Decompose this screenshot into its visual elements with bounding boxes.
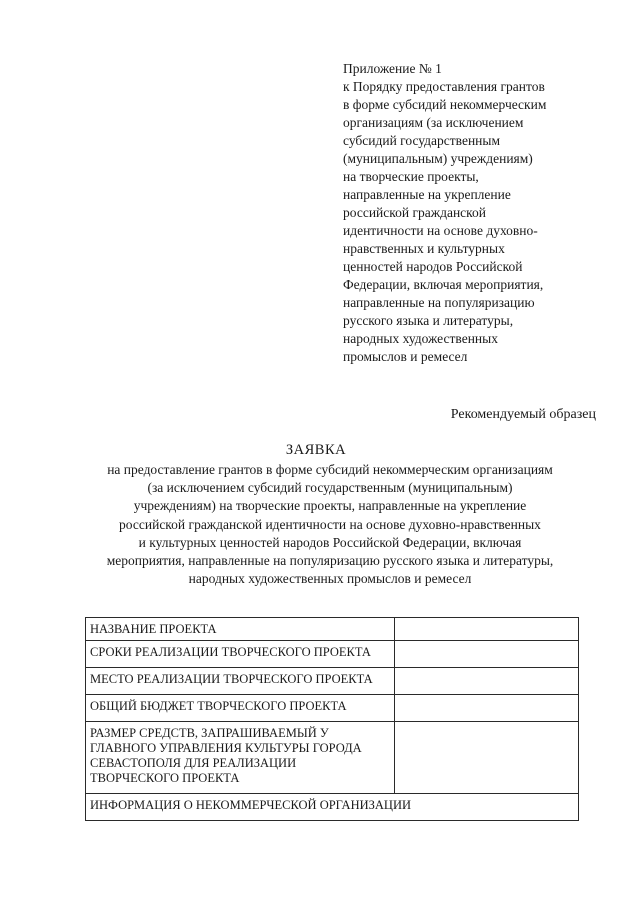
subtitle-line: учреждениям) на творческие проекты, направленные на укрепление	[133, 498, 527, 514]
project-timeline-label	[86, 641, 395, 668]
recommended-sample-label: Рекомендуемый образец	[450, 407, 596, 422]
project-form-table	[85, 617, 579, 821]
document-title: ЗАЯВКА	[285, 442, 347, 458]
subtitle-line: (за исключением субсидий государственным (муниципальным)	[147, 480, 513, 496]
project-location-field[interactable]	[394, 668, 578, 695]
appendix-line: российской гражданской	[343, 205, 487, 220]
appendix-line: на творческие проекты,	[343, 169, 479, 184]
subtitle-line: и культурных ценностей народов Российской Федерации, включая	[138, 534, 522, 550]
label-line: ТВОРЧЕСКОГО ПРОЕКТА	[90, 771, 240, 785]
label-line: ОБЩИЙ БЮДЖЕТ ТВОРЧЕСКОГО ПРОЕКТА	[90, 699, 347, 713]
table-row	[86, 695, 579, 722]
appendix-line: Приложение № 1	[343, 61, 442, 76]
label-line: РАЗМЕР СРЕДСТВ, ЗАПРАШИВАЕМЫЙ У	[90, 726, 329, 740]
appendix-line: (муниципальным) учреждениям)	[343, 151, 533, 166]
requested-funds-field[interactable]	[394, 722, 578, 794]
table-row	[86, 618, 579, 641]
appendix-line: к Порядку предоставления грантов	[343, 79, 545, 94]
project-budget-field[interactable]	[394, 695, 578, 722]
subtitle-line: мероприятия, направленные на популяризацию русского языка и литературы,	[106, 553, 554, 569]
label-line: ГЛАВНОГО УПРАВЛЕНИЯ КУЛЬТУРЫ ГОРОДА	[90, 741, 362, 755]
table-row	[86, 641, 579, 668]
appendix-line: субсидий государственным	[343, 133, 501, 148]
organization-info-header: ИНФОРМАЦИЯ О НЕКОММЕРЧЕСКОЙ ОРГАНИЗАЦИИ	[86, 794, 579, 821]
appendix-line: в форме субсидий некоммерческим	[343, 97, 547, 112]
project-name-field[interactable]	[394, 618, 578, 641]
project-budget-label	[86, 695, 395, 722]
appendix-line: ценностей народов Российской	[343, 259, 523, 274]
label-line: НАЗВАНИЕ ПРОЕКТА	[90, 622, 217, 636]
table-row	[86, 794, 579, 821]
label-line: СЕВАСТОПОЛЯ ДЛЯ РЕАЛИЗАЦИИ	[90, 756, 297, 770]
label-line: СРОКИ РЕАЛИЗАЦИИ ТВОРЧЕСКОГО ПРОЕКТА	[90, 645, 371, 659]
document-subtitle	[60, 461, 600, 588]
appendix-line: направленные на укрепление	[343, 187, 511, 202]
requested-funds-label	[86, 722, 395, 794]
appendix-line: промыслов и ремесел	[343, 349, 468, 364]
appendix-line: нравственных и культурных	[343, 241, 505, 256]
subtitle-line: российской гражданской идентичности на основе духовно-нравственных	[119, 516, 541, 532]
table-row	[86, 722, 579, 794]
appendix-line: организациям (за исключением	[343, 115, 524, 130]
project-location-label	[86, 668, 395, 695]
appendix-line: народных художественных	[343, 331, 498, 346]
project-timeline-field[interactable]	[394, 641, 578, 668]
subtitle-line: народных художественных промыслов и ремесел	[188, 571, 472, 587]
appendix-line: идентичности на основе духовно-	[343, 223, 538, 238]
appendix-line: направленные на популяризацию	[343, 295, 535, 310]
appendix-line: Федерации, включая мероприятия,	[343, 277, 544, 292]
appendix-block	[343, 60, 603, 366]
project-name-label	[86, 618, 395, 641]
subtitle-line: на предоставление грантов в форме субсидий некоммерческим организациям	[107, 462, 553, 477]
appendix-line: русского языка и литературы,	[343, 313, 514, 328]
table-row	[86, 668, 579, 695]
label-line: МЕСТО РЕАЛИЗАЦИИ ТВОРЧЕСКОГО ПРОЕКТА	[90, 672, 373, 686]
